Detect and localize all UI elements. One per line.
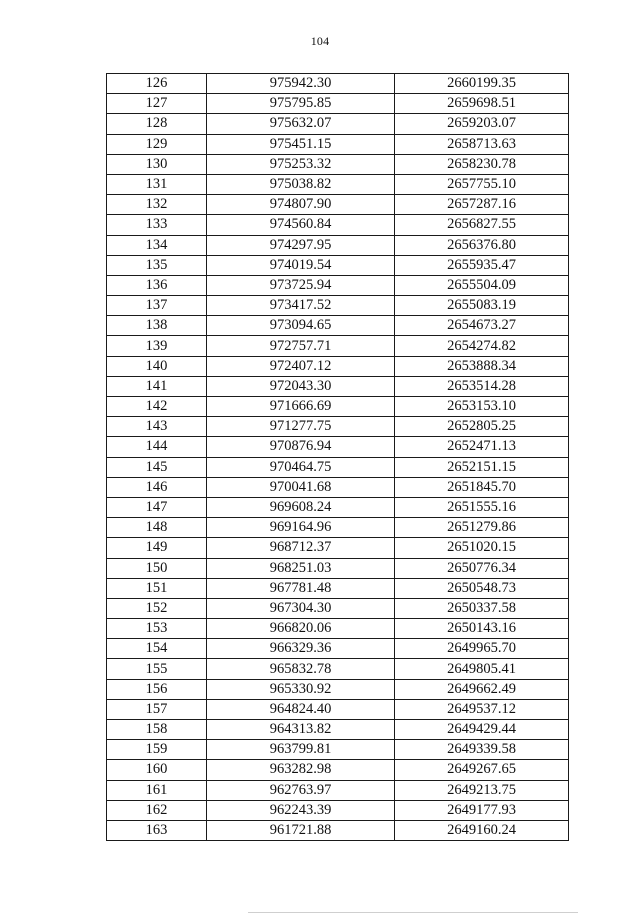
- table-row: [107, 195, 569, 215]
- point-index-cell: 163: [107, 820, 207, 840]
- x-coordinate-cell: 973417.52: [207, 296, 395, 316]
- point-index-cell: 154: [107, 639, 207, 659]
- table-row: [107, 174, 569, 194]
- y-coordinate-cell: 2655935.47: [395, 255, 569, 275]
- y-coordinate-cell: 2659203.07: [395, 114, 569, 134]
- x-coordinate-cell: 968251.03: [207, 558, 395, 578]
- x-coordinate-cell: 962763.97: [207, 780, 395, 800]
- y-coordinate-cell: 2649429.44: [395, 720, 569, 740]
- table-row: [107, 457, 569, 477]
- x-coordinate-cell: 961721.88: [207, 820, 395, 840]
- y-coordinate-cell: 2652151.15: [395, 457, 569, 477]
- y-coordinate-cell: 2649267.65: [395, 760, 569, 780]
- point-index-cell: 162: [107, 800, 207, 820]
- table-row: [107, 497, 569, 517]
- y-coordinate-cell: 2658713.63: [395, 134, 569, 154]
- table-row: [107, 376, 569, 396]
- y-coordinate-cell: 2656376.80: [395, 235, 569, 255]
- point-index-cell: 157: [107, 699, 207, 719]
- point-index-cell: 147: [107, 497, 207, 517]
- x-coordinate-cell: 974297.95: [207, 235, 395, 255]
- point-index-cell: 155: [107, 659, 207, 679]
- table-row: [107, 780, 569, 800]
- y-coordinate-cell: 2658230.78: [395, 154, 569, 174]
- table-row: [107, 235, 569, 255]
- y-coordinate-cell: 2652805.25: [395, 417, 569, 437]
- point-index-cell: 134: [107, 235, 207, 255]
- point-index-cell: 146: [107, 477, 207, 497]
- y-coordinate-cell: 2649339.58: [395, 740, 569, 760]
- table-row: [107, 134, 569, 154]
- y-coordinate-cell: 2654673.27: [395, 316, 569, 336]
- y-coordinate-cell: 2649965.70: [395, 639, 569, 659]
- table-row: [107, 437, 569, 457]
- x-coordinate-cell: 969164.96: [207, 518, 395, 538]
- table-row: [107, 760, 569, 780]
- x-coordinate-cell: 966329.36: [207, 639, 395, 659]
- table-row: [107, 74, 569, 94]
- point-index-cell: 130: [107, 154, 207, 174]
- point-index-cell: 142: [107, 397, 207, 417]
- table-row: [107, 477, 569, 497]
- point-index-cell: 144: [107, 437, 207, 457]
- table-row: [107, 679, 569, 699]
- point-index-cell: 160: [107, 760, 207, 780]
- point-index-cell: 129: [107, 134, 207, 154]
- table-row: [107, 275, 569, 295]
- x-coordinate-cell: 963799.81: [207, 740, 395, 760]
- y-coordinate-cell: 2650143.16: [395, 619, 569, 639]
- x-coordinate-cell: 974019.54: [207, 255, 395, 275]
- y-coordinate-cell: 2659698.51: [395, 94, 569, 114]
- x-coordinate-cell: 964824.40: [207, 699, 395, 719]
- y-coordinate-cell: 2653153.10: [395, 397, 569, 417]
- table-row: [107, 154, 569, 174]
- table-row: [107, 215, 569, 235]
- x-coordinate-cell: 964313.82: [207, 720, 395, 740]
- y-coordinate-cell: 2657287.16: [395, 195, 569, 215]
- x-coordinate-cell: 970464.75: [207, 457, 395, 477]
- x-coordinate-cell: 974560.84: [207, 215, 395, 235]
- y-coordinate-cell: 2655504.09: [395, 275, 569, 295]
- x-coordinate-cell: 965330.92: [207, 679, 395, 699]
- x-coordinate-cell: 975795.85: [207, 94, 395, 114]
- table-row: [107, 114, 569, 134]
- footer-rule: [248, 912, 578, 913]
- point-index-cell: 152: [107, 598, 207, 618]
- table-row: [107, 699, 569, 719]
- x-coordinate-cell: 969608.24: [207, 497, 395, 517]
- y-coordinate-cell: 2656827.55: [395, 215, 569, 235]
- y-coordinate-cell: 2652471.13: [395, 437, 569, 457]
- point-index-cell: 149: [107, 538, 207, 558]
- y-coordinate-cell: 2650548.73: [395, 578, 569, 598]
- table-row: [107, 820, 569, 840]
- y-coordinate-cell: 2649805.41: [395, 659, 569, 679]
- table-row: [107, 417, 569, 437]
- table-row: [107, 518, 569, 538]
- y-coordinate-cell: 2651020.15: [395, 538, 569, 558]
- table-row: [107, 296, 569, 316]
- page-number: 104: [310, 34, 330, 48]
- point-index-cell: 159: [107, 740, 207, 760]
- x-coordinate-cell: 972043.30: [207, 376, 395, 396]
- table-row: [107, 659, 569, 679]
- point-index-cell: 128: [107, 114, 207, 134]
- table-row: [107, 639, 569, 659]
- x-coordinate-cell: 975038.82: [207, 174, 395, 194]
- table-row: [107, 316, 569, 336]
- x-coordinate-cell: 970876.94: [207, 437, 395, 457]
- point-index-cell: 156: [107, 679, 207, 699]
- y-coordinate-cell: 2651845.70: [395, 477, 569, 497]
- x-coordinate-cell: 971277.75: [207, 417, 395, 437]
- coordinates-table: [106, 73, 569, 841]
- point-index-cell: 145: [107, 457, 207, 477]
- table-row: [107, 336, 569, 356]
- table-row: [107, 578, 569, 598]
- x-coordinate-cell: 968712.37: [207, 538, 395, 558]
- table-row: [107, 558, 569, 578]
- y-coordinate-cell: 2650337.58: [395, 598, 569, 618]
- y-coordinate-cell: 2649537.12: [395, 699, 569, 719]
- y-coordinate-cell: 2657755.10: [395, 174, 569, 194]
- x-coordinate-cell: 973094.65: [207, 316, 395, 336]
- point-index-cell: 151: [107, 578, 207, 598]
- point-index-cell: 127: [107, 94, 207, 114]
- x-coordinate-cell: 971666.69: [207, 397, 395, 417]
- y-coordinate-cell: 2651279.86: [395, 518, 569, 538]
- y-coordinate-cell: 2653514.28: [395, 376, 569, 396]
- point-index-cell: 133: [107, 215, 207, 235]
- point-index-cell: 153: [107, 619, 207, 639]
- y-coordinate-cell: 2655083.19: [395, 296, 569, 316]
- point-index-cell: 141: [107, 376, 207, 396]
- x-coordinate-cell: 975253.32: [207, 154, 395, 174]
- table-row: [107, 720, 569, 740]
- x-coordinate-cell: 972407.12: [207, 356, 395, 376]
- x-coordinate-cell: 975942.30: [207, 74, 395, 94]
- point-index-cell: 158: [107, 720, 207, 740]
- y-coordinate-cell: 2649177.93: [395, 800, 569, 820]
- x-coordinate-cell: 975451.15: [207, 134, 395, 154]
- table-row: [107, 397, 569, 417]
- table-row: [107, 619, 569, 639]
- y-coordinate-cell: 2653888.34: [395, 356, 569, 376]
- table-row: [107, 740, 569, 760]
- point-index-cell: 135: [107, 255, 207, 275]
- table-row: [107, 800, 569, 820]
- point-index-cell: 143: [107, 417, 207, 437]
- x-coordinate-cell: 967781.48: [207, 578, 395, 598]
- point-index-cell: 137: [107, 296, 207, 316]
- coordinates-table-body: [107, 74, 569, 841]
- table-row: [107, 598, 569, 618]
- y-coordinate-cell: 2650776.34: [395, 558, 569, 578]
- table-row: [107, 356, 569, 376]
- x-coordinate-cell: 975632.07: [207, 114, 395, 134]
- x-coordinate-cell: 965832.78: [207, 659, 395, 679]
- y-coordinate-cell: 2649662.49: [395, 679, 569, 699]
- point-index-cell: 131: [107, 174, 207, 194]
- x-coordinate-cell: 972757.71: [207, 336, 395, 356]
- x-coordinate-cell: 974807.90: [207, 195, 395, 215]
- point-index-cell: 161: [107, 780, 207, 800]
- point-index-cell: 148: [107, 518, 207, 538]
- x-coordinate-cell: 966820.06: [207, 619, 395, 639]
- point-index-cell: 132: [107, 195, 207, 215]
- table-row: [107, 94, 569, 114]
- y-coordinate-cell: 2651555.16: [395, 497, 569, 517]
- y-coordinate-cell: 2649160.24: [395, 820, 569, 840]
- y-coordinate-cell: 2660199.35: [395, 74, 569, 94]
- point-index-cell: 150: [107, 558, 207, 578]
- point-index-cell: 126: [107, 74, 207, 94]
- x-coordinate-cell: 962243.39: [207, 800, 395, 820]
- x-coordinate-cell: 963282.98: [207, 760, 395, 780]
- x-coordinate-cell: 967304.30: [207, 598, 395, 618]
- point-index-cell: 140: [107, 356, 207, 376]
- table-row: [107, 538, 569, 558]
- x-coordinate-cell: 970041.68: [207, 477, 395, 497]
- y-coordinate-cell: 2649213.75: [395, 780, 569, 800]
- y-coordinate-cell: 2654274.82: [395, 336, 569, 356]
- point-index-cell: 138: [107, 316, 207, 336]
- point-index-cell: 136: [107, 275, 207, 295]
- table-row: [107, 255, 569, 275]
- point-index-cell: 139: [107, 336, 207, 356]
- x-coordinate-cell: 973725.94: [207, 275, 395, 295]
